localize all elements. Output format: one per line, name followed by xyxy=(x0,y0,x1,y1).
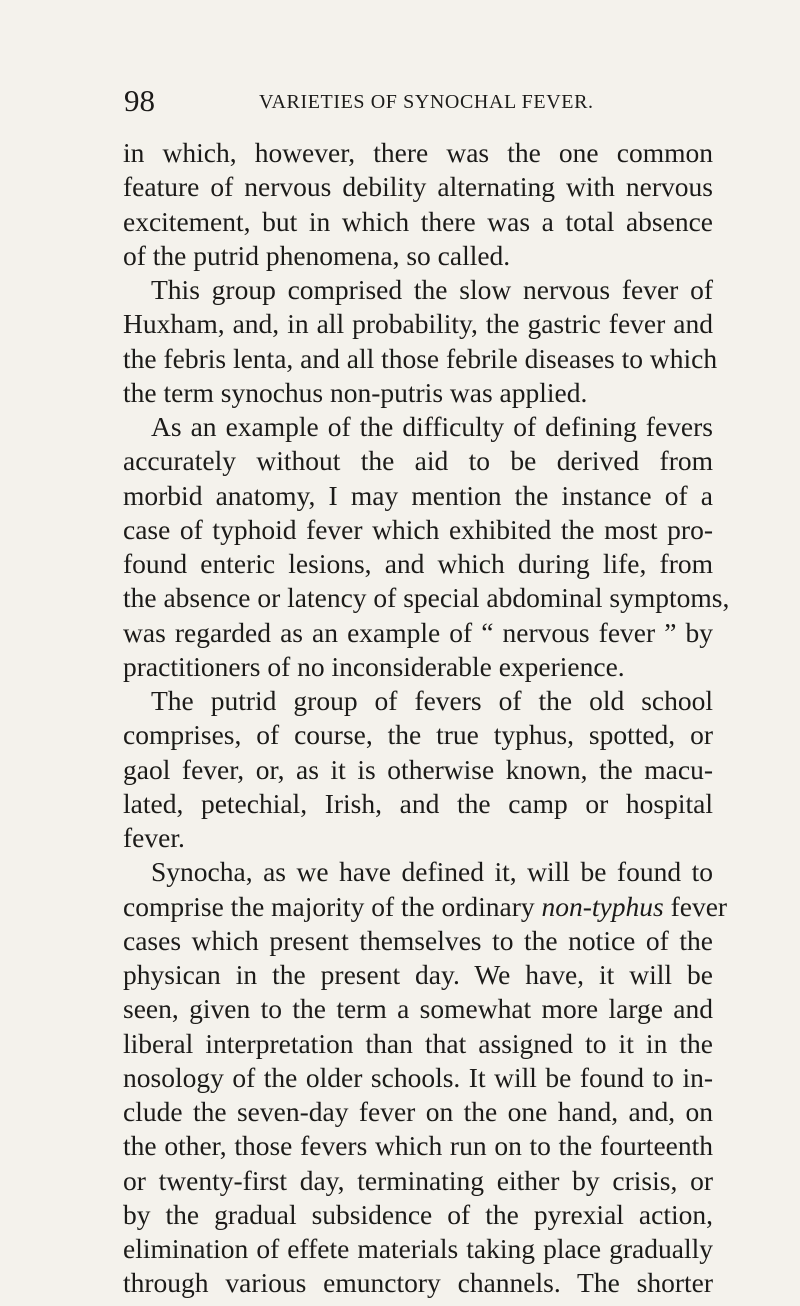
paragraph-start-line: Synocha, as we have defined it, will be found to xyxy=(151,856,713,888)
text-line: morbid anatomy, I may mention the instance of a xyxy=(123,479,713,511)
text-line: liberal interpretation than that assigned to it in the xyxy=(123,1027,713,1059)
text-line: Huxham, and, in all probability, the gastric fever and xyxy=(123,308,713,340)
italic-term: non-typhus xyxy=(541,890,664,922)
text-line: was regarded as an example of “ nervous fever ” by xyxy=(123,616,713,648)
text-line: clude the seven-day fever on the one hand, and, on xyxy=(123,1096,713,1127)
running-title: VARIETIES OF SYNOCHAL FEVER. xyxy=(259,91,594,113)
text-line: the febris lenta, and all those febrile diseases to which xyxy=(123,342,718,374)
paragraph-start-line: As an example of the difficulty of defining fevers xyxy=(151,411,713,442)
text-line: gaol fever, or, as it is otherwise known, the macu- xyxy=(123,753,713,785)
body-text xyxy=(123,136,730,1301)
text-line: in which, however, there was the one common xyxy=(123,137,713,168)
text-line: of the putrid phenomena, so called. xyxy=(123,239,511,271)
text-line: feature of nervous debility alternating with nervous xyxy=(123,171,713,203)
text-run: comprise the majority of the ordinary xyxy=(123,890,542,922)
text-line: through various emunctory channels. The shorter xyxy=(123,1267,713,1299)
paragraph-start-line: The putrid group of fevers of the old school xyxy=(151,685,713,716)
text-line: physican in the present day. We have, it will be xyxy=(123,959,713,990)
paragraph-start-line: This group comprised the slow nervous fever of xyxy=(151,274,713,305)
page-number: 98 xyxy=(124,83,155,118)
text-line: cases which present themselves to the notice of the xyxy=(123,924,713,956)
text-line: the other, those fevers which run on to the fourteenth xyxy=(123,1130,713,1162)
text-line: found enteric lesions, and which during life, from xyxy=(123,548,713,579)
text-line: the term synochus non-putris was applied. xyxy=(123,376,588,408)
text-line: excitement, but in which there was a total absence xyxy=(123,205,713,237)
text-line: lated, petechial, Irish, and the camp or hospital xyxy=(123,787,713,819)
text-line: seen, given to the term a somewhat more large and xyxy=(123,993,713,1025)
text-line: accurately without the aid to be derived from xyxy=(123,445,713,477)
text-line: comprises, of course, the true typhus, spotted, or xyxy=(123,719,713,751)
running-head xyxy=(124,83,704,118)
text-line: case of typhoid fever which exhibited the most pro- xyxy=(123,513,713,545)
text-line: or twenty-first day, terminating either by crisis, or xyxy=(123,1164,713,1196)
text-line: practitioners of no inconsiderable experience. xyxy=(123,650,625,682)
text-line: elimination of effete materials taking place gradually xyxy=(123,1233,713,1264)
text-line: by the gradual subsidence of the pyrexial action, xyxy=(123,1198,713,1230)
text-line-with-italic xyxy=(123,890,728,924)
text-line: the absence or latency of special abdominal symptoms, xyxy=(123,582,730,614)
text-line: nosology of the older schools. It will be found to in- xyxy=(123,1061,713,1093)
text-line: fever. xyxy=(123,822,185,853)
text-run: fever xyxy=(663,890,728,922)
